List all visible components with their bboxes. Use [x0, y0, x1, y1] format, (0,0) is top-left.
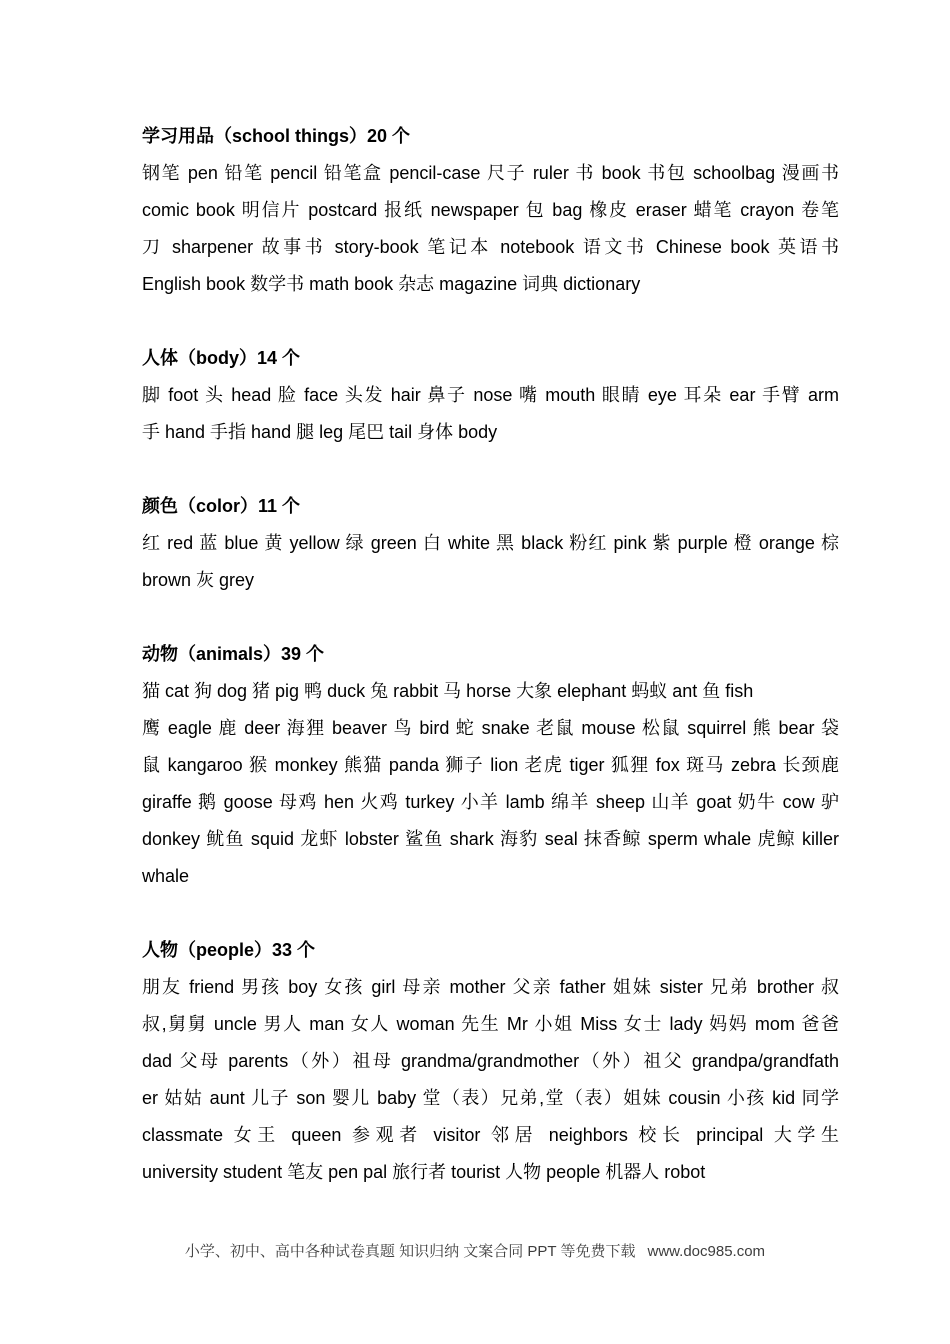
section-people [142, 932, 839, 1191]
section-color [142, 488, 839, 599]
vocab-line: English book 数学书 math book 杂志 magazine 词典 dictionary [142, 274, 641, 294]
section-body [142, 340, 839, 451]
vocab-line: comic book 明信片 postcard 报纸 newspaper 包 bag 橡皮 eraser 蜡笔 crayon 卷笔 [142, 200, 839, 220]
section-heading: 人物（people）33 个 [142, 940, 316, 960]
footer-watermark [0, 1241, 950, 1263]
vocab-line: 钢笔 pen 铅笔 pencil 铅笔盒 pencil-case 尺子 ruler 书 book 书包 schoolbag 漫画书 [142, 163, 839, 183]
vocab-line: 朋友 friend 男孩 boy 女孩 girl 母亲 mother 父亲 father 姐妹 sister 兄弟 brother 叔 [142, 977, 839, 997]
section-heading: 颜色（color）11 个 [142, 496, 301, 516]
vocab-line: giraffe 鹅 goose 母鸡 hen 火鸡 turkey 小羊 lamb 绵羊 sheep 山羊 goat 奶牛 cow 驴 [142, 792, 839, 812]
vocab-line: donkey 鱿鱼 squid 龙虾 lobster 鲨鱼 shark 海豹 seal 抹香鲸 sperm whale 虎鲸 killer [142, 829, 839, 849]
vocab-line: 鼠 kangaroo 猴 monkey 熊猫 panda 狮子 lion 老虎 tiger 狐狸 fox 斑马 zebra 长颈鹿 [142, 755, 839, 775]
footer-url-link[interactable]: www.doc985.com [647, 1243, 766, 1260]
footer-text: 小学、初中、高中各种试卷真题 知识归纳 文案合同 PPT 等免费下载 [184, 1243, 636, 1260]
section-school-things [142, 118, 839, 303]
section-heading: 动物（animals）39 个 [142, 644, 325, 664]
vocab-line: 脚 foot 头 head 脸 face 头发 hair 鼻子 nose 嘴 mouth 眼睛 eye 耳朵 ear 手臂 arm [142, 385, 839, 405]
vocab-line: 鹰 eagle 鹿 deer 海狸 beaver 鸟 bird 蛇 snake 老鼠 mouse 松鼠 squirrel 熊 bear 袋 [142, 718, 839, 738]
vocab-line: university student 笔友 pen pal 旅行者 tourist 人物 people 机器人 robot [142, 1162, 706, 1182]
vocab-line: 叔,舅舅 uncle 男人 man 女人 woman 先生 Mr 小姐 Miss 女士 lady 妈妈 mom 爸爸 [142, 1014, 839, 1034]
vocab-line: 手 hand 手指 hand 腿 leg 尾巴 tail 身体 body [142, 422, 498, 442]
vocab-line: dad 父母 parents（外）祖母 grandma/grandmother（外）祖父 grandpa/grandfath [142, 1051, 839, 1071]
vocab-line: classmate 女王 queen 参观者 visitor 邻居 neighbors 校长 principal 大学生 [142, 1125, 839, 1145]
section-animals [142, 636, 839, 895]
vocab-line: brown 灰 grey [142, 570, 255, 590]
document-page [142, 118, 839, 1191]
vocab-line: 红 red 蓝 blue 黄 yellow 绿 green 白 white 黑 black 粉红 pink 紫 purple 橙 orange 棕 [142, 533, 839, 553]
vocab-line: 猫 cat 狗 dog 猪 pig 鸭 duck 兔 rabbit 马 horse 大象 elephant 蚂蚁 ant 鱼 fish [142, 681, 754, 701]
vocab-line: whale [142, 866, 190, 886]
section-heading: 人体（body）14 个 [142, 348, 301, 368]
vocab-line: er 姑姑 aunt 儿子 son 婴儿 baby 堂（表）兄弟,堂（表）姐妹 cousin 小孩 kid 同学 [142, 1088, 839, 1108]
section-heading: 学习用品（school things）20 个 [142, 126, 411, 146]
vocab-line: 刀 sharpener 故事书 story-book 笔记本 notebook 语文书 Chinese book 英语书 [142, 237, 839, 257]
